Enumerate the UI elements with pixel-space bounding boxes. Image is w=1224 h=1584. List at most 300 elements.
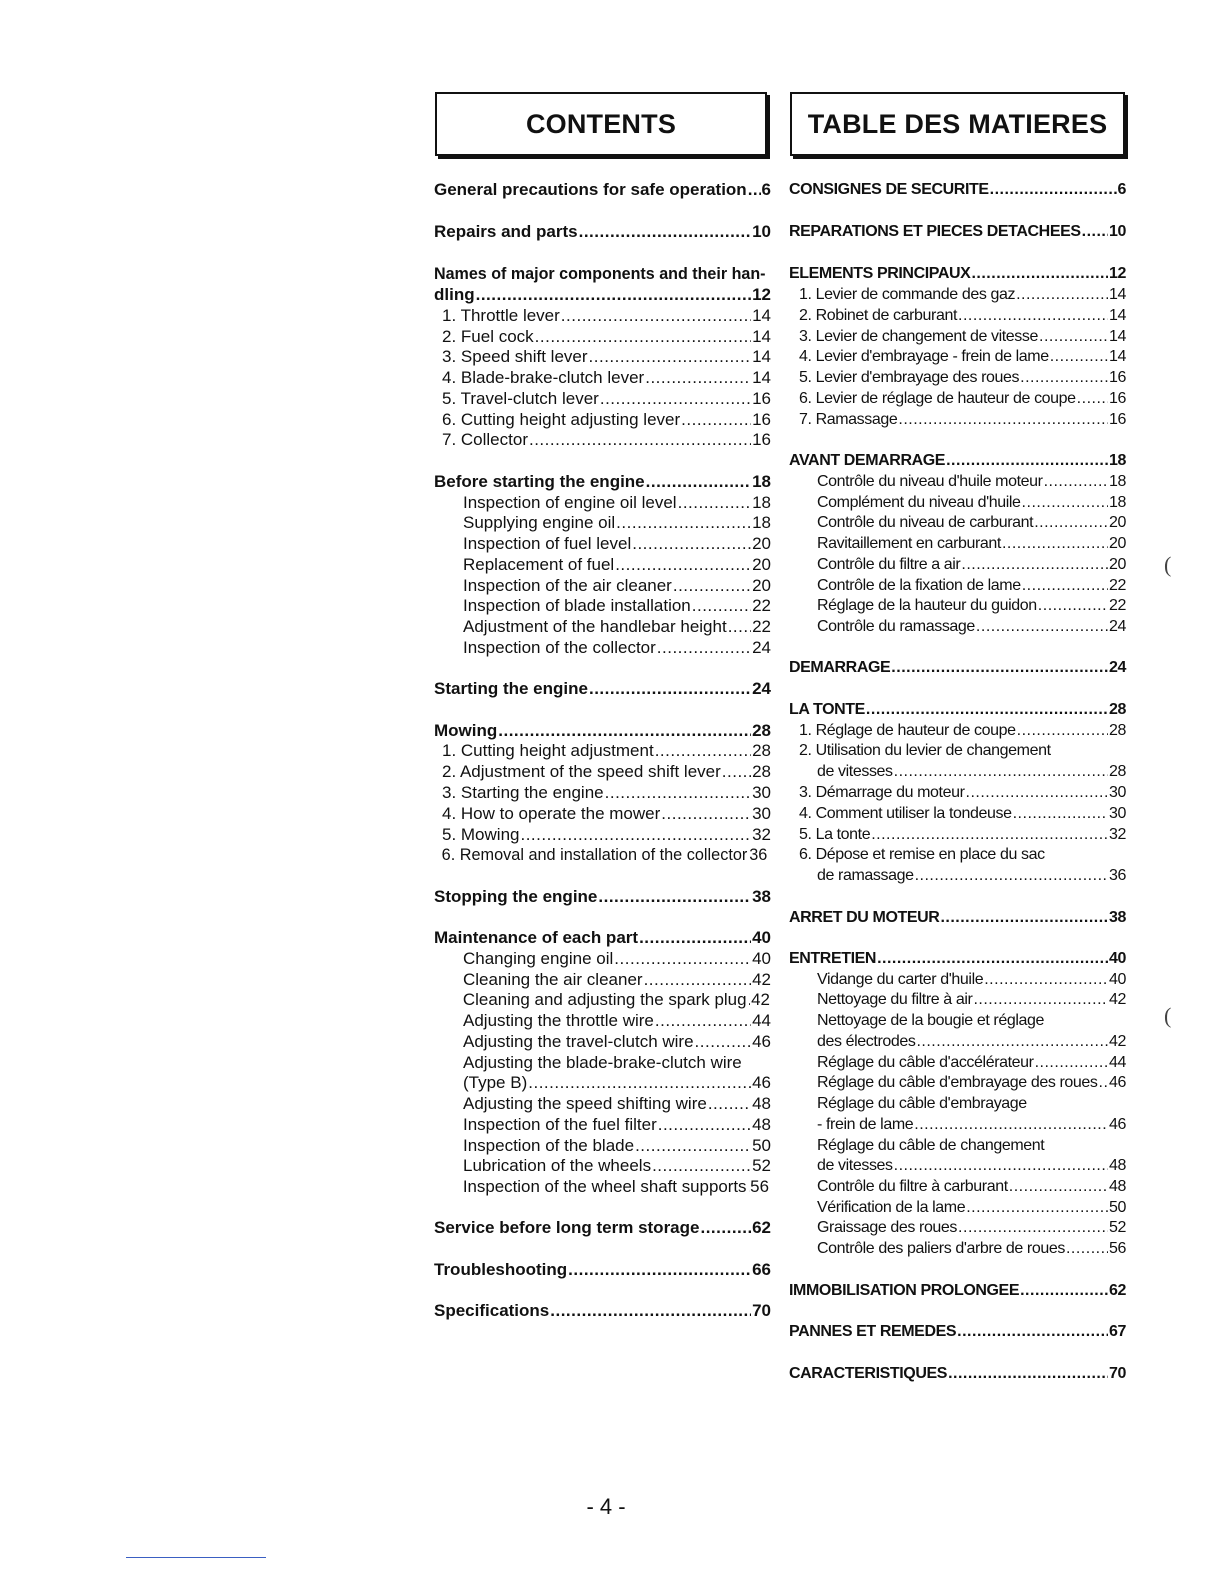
toc-entry — [789, 741, 1126, 761]
toc-entry — [434, 576, 771, 596]
toc-label: 1. Réglage de hauteur de coupe — [799, 722, 1016, 739]
dot-leader — [644, 970, 752, 990]
toc-entry — [434, 493, 771, 513]
toc-label: CARACTERISTIQUES — [789, 1365, 948, 1382]
toc-label: Inspection of fuel level — [463, 534, 632, 553]
dot-leader — [695, 1032, 752, 1052]
toc-label: Contrôle du filtre à carburant — [817, 1178, 1008, 1195]
dot-leader — [639, 928, 751, 948]
dot-leader — [635, 1136, 751, 1156]
toc-label: 1. Throttle lever — [442, 306, 560, 325]
toc-entry — [434, 617, 771, 637]
dot-leader — [616, 513, 751, 533]
toc-page-number: 20 — [1109, 556, 1126, 573]
dot-leader — [1035, 1053, 1108, 1073]
toc-entry — [789, 845, 1126, 865]
toc-label: Replacement of fuel — [463, 555, 615, 574]
toc-entry — [789, 804, 1126, 824]
dot-leader — [1022, 493, 1108, 513]
toc-section — [434, 264, 766, 284]
toc-label: Contrôle du niveau d'huile moteur — [817, 473, 1043, 490]
toc-label: 5. La tonte — [799, 826, 871, 843]
toc-page-number: 16 — [1109, 390, 1126, 407]
toc-entry — [434, 306, 771, 326]
toc-page-number: 14 — [1109, 328, 1126, 345]
toc-page-number: 52 — [752, 1156, 771, 1175]
toc-page-number: 48 — [1109, 1157, 1126, 1174]
toc-section — [434, 222, 771, 242]
toc-label: 2. Adjustment of the speed shift lever — [442, 762, 721, 781]
toc-page-number: 14 — [752, 327, 771, 346]
dot-leader — [894, 762, 1108, 782]
toc-entry — [789, 555, 1126, 575]
toc-label: Service before long term storage — [434, 1218, 700, 1237]
toc-section — [789, 1364, 1126, 1384]
toc-page-number: 50 — [752, 1136, 771, 1155]
toc-label: Inspection of blade installation — [463, 596, 691, 615]
toc-page-number: 36 — [1109, 867, 1126, 884]
dot-leader — [1050, 347, 1108, 367]
toc-page-number: 20 — [752, 555, 771, 574]
table-des-matieres-heading-text: TABLE DES MATIERES — [807, 108, 1108, 139]
toc-label: 7. Collector — [442, 430, 528, 449]
toc-label: 3. Starting the engine — [442, 783, 604, 802]
toc-label: Graissage des roues — [817, 1219, 958, 1236]
toc-entry — [434, 1156, 771, 1176]
toc-label: 7. Ramassage — [799, 411, 898, 428]
toc-label: Lubrication of the wheels — [463, 1156, 652, 1175]
toc-entry — [789, 347, 1126, 367]
toc-label: Nettoyage du filtre à air — [817, 991, 973, 1008]
toc-entry — [789, 327, 1126, 347]
toc-section — [789, 1281, 1126, 1301]
toc-entry — [434, 1032, 771, 1052]
toc-section — [789, 700, 1126, 720]
toc-label: General precautions for safe operation — [434, 180, 747, 199]
toc-label: 4. Levier d'embrayage - frein de lame — [799, 348, 1049, 365]
toc-page-number: 18 — [1109, 494, 1126, 511]
toc-page-number: 14 — [1109, 286, 1126, 303]
dot-leader — [1082, 222, 1108, 242]
toc-label: Complément du niveau d'huile — [817, 494, 1021, 511]
contents-heading-text: CONTENTS — [525, 108, 677, 139]
toc-entry — [789, 1094, 1126, 1114]
toc-entry — [434, 327, 771, 347]
toc-section — [789, 222, 1126, 242]
toc-entry — [434, 1053, 771, 1073]
dot-leader — [1017, 721, 1108, 741]
toc-label: Supplying engine oil — [463, 513, 616, 532]
toc-label: dling — [434, 285, 475, 304]
toc-label: Changing engine oil — [463, 949, 614, 968]
toc-label: 2. Fuel cock — [442, 327, 534, 346]
toc-page-number: 48 — [1109, 1178, 1126, 1195]
toc-label: Vidange du carter d'huile — [817, 971, 984, 988]
toc-page-number: 70 — [752, 1301, 771, 1320]
toc-entry — [434, 1073, 771, 1093]
toc-page-number: 40 — [752, 949, 771, 968]
dot-leader — [632, 534, 751, 554]
dot-leader — [898, 410, 1108, 430]
toc-label: CONSIGNES DE SECURITE — [789, 181, 989, 198]
dot-leader — [1034, 513, 1108, 533]
toc-label: Réglage de la hauteur du guidon — [817, 597, 1037, 614]
dot-leader — [1020, 1281, 1108, 1301]
dot-leader — [1039, 327, 1108, 347]
toc-label: 4. Comment utiliser la tondeuse — [799, 805, 1012, 822]
toc-label: - frein de lame — [817, 1116, 914, 1133]
toc-label: 6. Removal and installation of the collector — [441, 845, 748, 864]
dot-leader — [657, 638, 751, 658]
toc-entry — [789, 493, 1126, 513]
footnote-divider — [126, 1557, 266, 1558]
toc-entry — [434, 1115, 771, 1135]
toc-page-number: 46 — [1109, 1074, 1126, 1091]
dot-leader — [957, 1322, 1108, 1342]
toc-entry — [789, 1136, 1126, 1156]
toc-entry — [789, 1011, 1126, 1031]
toc-label: 4. How to operate the mower — [442, 804, 661, 823]
dot-leader — [973, 990, 1108, 1010]
dot-leader — [614, 949, 751, 969]
dot-leader — [748, 990, 751, 1010]
toc-page-number: 14 — [1109, 307, 1126, 324]
toc-label: 3. Speed shift lever — [442, 347, 588, 366]
toc-page-number: 14 — [1109, 348, 1126, 365]
toc-label: des électrodes — [817, 1033, 916, 1050]
toc-entry — [434, 1011, 771, 1031]
toc-entry — [434, 368, 771, 388]
toc-entry — [789, 1239, 1126, 1259]
toc-page-number: 48 — [752, 1115, 771, 1134]
dot-leader — [1044, 472, 1108, 492]
dot-leader — [1066, 1239, 1108, 1259]
toc-label: Stopping the engine — [434, 887, 598, 906]
toc-page-number: 56 — [750, 1177, 769, 1196]
toc-label: Contrôle des paliers d'arbre de roues — [817, 1240, 1065, 1257]
dot-leader — [692, 596, 751, 616]
toc-page-number: 22 — [752, 596, 771, 615]
toc-label: Adjusting the speed shifting wire — [463, 1094, 707, 1113]
toc-page-number: 62 — [752, 1218, 771, 1237]
dot-leader — [966, 1198, 1108, 1218]
dot-leader — [529, 430, 751, 450]
toc-page-number: 40 — [1109, 950, 1126, 967]
dot-leader — [946, 451, 1108, 471]
toc-label: AVANT DEMARRAGE — [789, 452, 946, 469]
toc-page-number: 44 — [752, 1011, 771, 1030]
toc-label: Adjustment of the handlebar height — [463, 617, 727, 636]
toc-page-number: 62 — [1109, 1282, 1126, 1299]
toc-entry — [789, 472, 1126, 492]
toc-page-number: 46 — [752, 1073, 771, 1092]
toc-label: Adjusting the blade-brake-clutch wire — [463, 1053, 742, 1072]
dot-leader — [916, 1032, 1108, 1052]
dot-leader — [976, 617, 1108, 637]
toc-label: Contrôle du ramassage — [817, 618, 975, 635]
dot-leader — [708, 1094, 751, 1114]
toc-entry — [434, 1094, 771, 1114]
dot-leader — [605, 783, 751, 803]
dot-leader — [600, 389, 751, 409]
toc-entry — [789, 1156, 1126, 1176]
toc-entry — [789, 306, 1126, 326]
toc-label: Réglage du câble d'embrayage — [817, 1095, 1027, 1112]
toc-page-number: 40 — [752, 928, 771, 947]
toc-label: Nettoyage de la bougie et réglage — [817, 1012, 1044, 1029]
toc-page-number: 16 — [752, 389, 771, 408]
toc-entry — [434, 970, 771, 990]
toc-page-number: 30 — [752, 804, 771, 823]
dot-leader — [1038, 596, 1108, 616]
toc-label: 5. Levier d'embrayage des roues — [799, 369, 1020, 386]
toc-page-number: 28 — [752, 741, 771, 760]
dot-leader — [700, 1218, 751, 1238]
toc-entry — [434, 990, 770, 1010]
toc-page-number: 70 — [1109, 1365, 1126, 1382]
toc-page-number: 12 — [752, 285, 771, 304]
toc-page-number: 36 — [749, 845, 768, 864]
toc-label: 2. Robinet de carburant — [799, 307, 958, 324]
toc-page-number: 24 — [1109, 618, 1126, 635]
dot-leader — [1009, 1177, 1108, 1197]
toc-page-number: 24 — [752, 679, 771, 698]
toc-label: 5. Mowing — [442, 825, 520, 844]
toc-page-number: 14 — [752, 306, 771, 325]
toc-page-number: 42 — [1109, 1033, 1126, 1050]
toc-entry — [434, 534, 771, 554]
margin-mark: ( — [1164, 552, 1172, 577]
toc-entry — [434, 949, 771, 969]
toc-label: 5. Travel-clutch lever — [442, 389, 599, 408]
toc-page-number: 12 — [1109, 265, 1126, 282]
toc-label: 1. Cutting height adjustment — [442, 741, 654, 760]
toc-label: DEMARRAGE — [789, 659, 891, 676]
toc-page-number: 56 — [1109, 1240, 1126, 1257]
toc-entry — [434, 347, 771, 367]
toc-page-number: 44 — [1109, 1054, 1126, 1071]
toc-entry — [434, 513, 771, 533]
toc-page-number: 52 — [1109, 1219, 1126, 1236]
toc-label: 3. Levier de changement de vitesse — [799, 328, 1039, 345]
toc-page-number: 32 — [752, 825, 771, 844]
dot-leader — [579, 222, 751, 242]
toc-entry — [789, 762, 1126, 782]
toc-label: de vitesses — [817, 763, 893, 780]
toc-page-number: 28 — [1109, 763, 1126, 780]
toc-page-number: 48 — [752, 1094, 771, 1113]
dot-leader — [1022, 576, 1108, 596]
toc-entry — [789, 576, 1126, 596]
toc-label: 4. Blade-brake-clutch lever — [442, 368, 645, 387]
toc-label: 6. Cutting height adjusting lever — [442, 410, 681, 429]
toc-label: ELEMENTS PRINCIPAUX — [789, 265, 971, 282]
dot-leader — [655, 1011, 751, 1031]
dot-leader — [866, 700, 1108, 720]
toc-page-number: 18 — [752, 513, 771, 532]
dot-leader — [528, 1073, 751, 1093]
toc-page-number: 16 — [1109, 369, 1126, 386]
toc-label: REPARATIONS ET PIECES DETACHEES — [789, 223, 1081, 240]
dot-leader — [476, 285, 751, 305]
toc-entry — [434, 845, 768, 865]
toc-page-number: 30 — [1109, 805, 1126, 822]
toc-label: 2. Utilisation du levier de changement — [799, 742, 1051, 759]
toc-section — [434, 887, 771, 907]
toc-entry — [434, 638, 771, 658]
toc-page-number: 28 — [752, 762, 771, 781]
dot-leader — [550, 1301, 751, 1321]
toc-page-number: 30 — [752, 783, 771, 802]
toc-section — [434, 472, 771, 492]
table-des-matieres-heading — [790, 92, 1125, 156]
toc-label: Specifications — [434, 1301, 550, 1320]
toc-label: Troubleshooting — [434, 1260, 568, 1279]
toc-page-number: 46 — [752, 1032, 771, 1051]
dot-leader — [1020, 368, 1108, 388]
dot-leader — [990, 180, 1117, 200]
dot-leader — [722, 762, 751, 782]
toc-section — [789, 180, 1126, 200]
toc-entry — [789, 970, 1126, 990]
dot-leader — [646, 472, 751, 492]
toc-label: Réglage du câble d'accélérateur — [817, 1054, 1034, 1071]
toc-label: (Type B) — [463, 1073, 528, 1092]
toc-entry — [434, 555, 771, 575]
toc-label: Contrôle de la fixation de lame — [817, 577, 1021, 594]
toc-entry — [434, 741, 771, 761]
toc-label: 6. Levier de réglage de hauteur de coupe — [799, 390, 1076, 407]
toc-label: Inspection of the wheel shaft supports — [462, 1177, 747, 1196]
toc-entry — [789, 990, 1126, 1010]
dot-leader — [958, 306, 1108, 326]
toc-label: 6. Dépose et remise en place du sac — [799, 846, 1045, 863]
toc-page-number: 18 — [752, 493, 771, 512]
toc-page-number: 18 — [752, 472, 771, 491]
dot-leader — [984, 970, 1108, 990]
dot-leader — [673, 576, 751, 596]
toc-label: Inspection of the air cleaner — [463, 576, 672, 595]
dot-leader — [661, 804, 751, 824]
toc-entry — [434, 1136, 771, 1156]
toc-label: Adjusting the travel-clutch wire — [463, 1032, 694, 1051]
dot-leader — [1002, 534, 1108, 554]
toc-page-number: 28 — [752, 721, 771, 740]
toc-page-number: 10 — [752, 222, 771, 241]
toc-page-number: 6 — [761, 180, 771, 199]
dot-leader — [615, 555, 751, 575]
toc-label: Inspection of the blade — [463, 1136, 635, 1155]
toc-entry — [434, 430, 771, 450]
toc-page-number: 24 — [752, 638, 771, 657]
toc-label: Adjusting the throttle wire — [463, 1011, 654, 1030]
toc-entry — [789, 410, 1126, 430]
toc-page-number: 14 — [752, 368, 771, 387]
toc-label: Inspection of the collector — [463, 638, 656, 657]
toc-page-number: 6 — [1117, 181, 1126, 198]
toc-label: 3. Démarrage du moteur — [799, 784, 965, 801]
toc-page-number: 38 — [752, 887, 771, 906]
toc-entry — [789, 866, 1126, 886]
toc-section — [434, 1260, 771, 1280]
toc-label: ARRET DU MOTEUR — [789, 909, 940, 926]
toc-page-number: 20 — [752, 576, 771, 595]
margin-mark: ( — [1164, 1003, 1172, 1028]
toc-page-number: 28 — [1109, 701, 1126, 718]
toc-entry — [434, 410, 771, 430]
toc-entry — [789, 285, 1126, 305]
toc-label: Réglage du câble de changement — [817, 1137, 1045, 1154]
dot-leader — [645, 368, 751, 388]
dot-leader — [655, 741, 751, 761]
toc-page-number: 30 — [1109, 784, 1126, 801]
dot-leader — [971, 264, 1108, 284]
toc-label: LA TONTE — [789, 701, 865, 718]
toc-label: Inspection of engine oil level — [463, 493, 677, 512]
toc-label: Cleaning and adjusting the spark plug — [462, 990, 747, 1009]
toc-entry — [434, 389, 771, 409]
toc-page-number: 38 — [1109, 909, 1126, 926]
contents-heading — [435, 92, 767, 156]
toc-page-number: 16 — [752, 430, 771, 449]
toc-label: Before starting the engine — [434, 472, 645, 491]
dot-leader — [966, 783, 1108, 803]
toc-page-number: 40 — [1109, 971, 1126, 988]
toc-entry — [789, 596, 1126, 616]
dot-leader — [520, 825, 751, 845]
page-number: - 4 - — [586, 1494, 626, 1519]
dot-leader — [658, 1115, 751, 1135]
toc-section — [789, 908, 1126, 928]
toc-entry — [789, 783, 1126, 803]
toc-page-number: 32 — [1109, 826, 1126, 843]
dot-leader — [891, 658, 1108, 678]
toc-entry — [789, 617, 1126, 637]
toc-page-number: 20 — [1109, 535, 1126, 552]
toc-page-number: 20 — [752, 534, 771, 553]
toc-page-number: 42 — [751, 990, 770, 1009]
toc-label: PANNES ET REMEDES — [789, 1323, 957, 1340]
toc-page-number: 10 — [1109, 223, 1126, 240]
dot-leader — [948, 1364, 1108, 1384]
dot-leader — [652, 1156, 751, 1176]
toc-entry — [789, 534, 1126, 554]
toc-section — [434, 285, 771, 305]
dot-leader — [1013, 804, 1108, 824]
dot-leader — [1077, 389, 1108, 409]
toc-section — [434, 1301, 771, 1321]
toc-label: Ravitaillement en carburant — [817, 535, 1001, 552]
toc-label: Réglage du câble d'embrayage des roues — [817, 1074, 1098, 1091]
dot-leader — [877, 949, 1108, 969]
toc-label: Repairs and parts — [434, 222, 578, 241]
dot-leader — [561, 306, 751, 326]
dot-leader — [940, 908, 1108, 928]
toc-entry — [789, 1177, 1126, 1197]
dot-leader — [589, 347, 752, 367]
toc-label: IMMOBILISATION PROLONGEE — [789, 1282, 1020, 1299]
toc-page-number: 28 — [1109, 722, 1126, 739]
dot-leader — [678, 493, 751, 513]
toc-label: Contrôle du filtre a air — [817, 556, 961, 573]
toc-section — [434, 721, 771, 741]
toc-label: Contrôle du niveau de carburant — [817, 514, 1034, 531]
dot-leader — [915, 866, 1108, 886]
toc-entry — [789, 389, 1126, 409]
toc-label: 1. Levier de commande des gaz — [799, 286, 1016, 303]
toc-entry — [434, 783, 771, 803]
toc-page-number: 66 — [752, 1260, 771, 1279]
